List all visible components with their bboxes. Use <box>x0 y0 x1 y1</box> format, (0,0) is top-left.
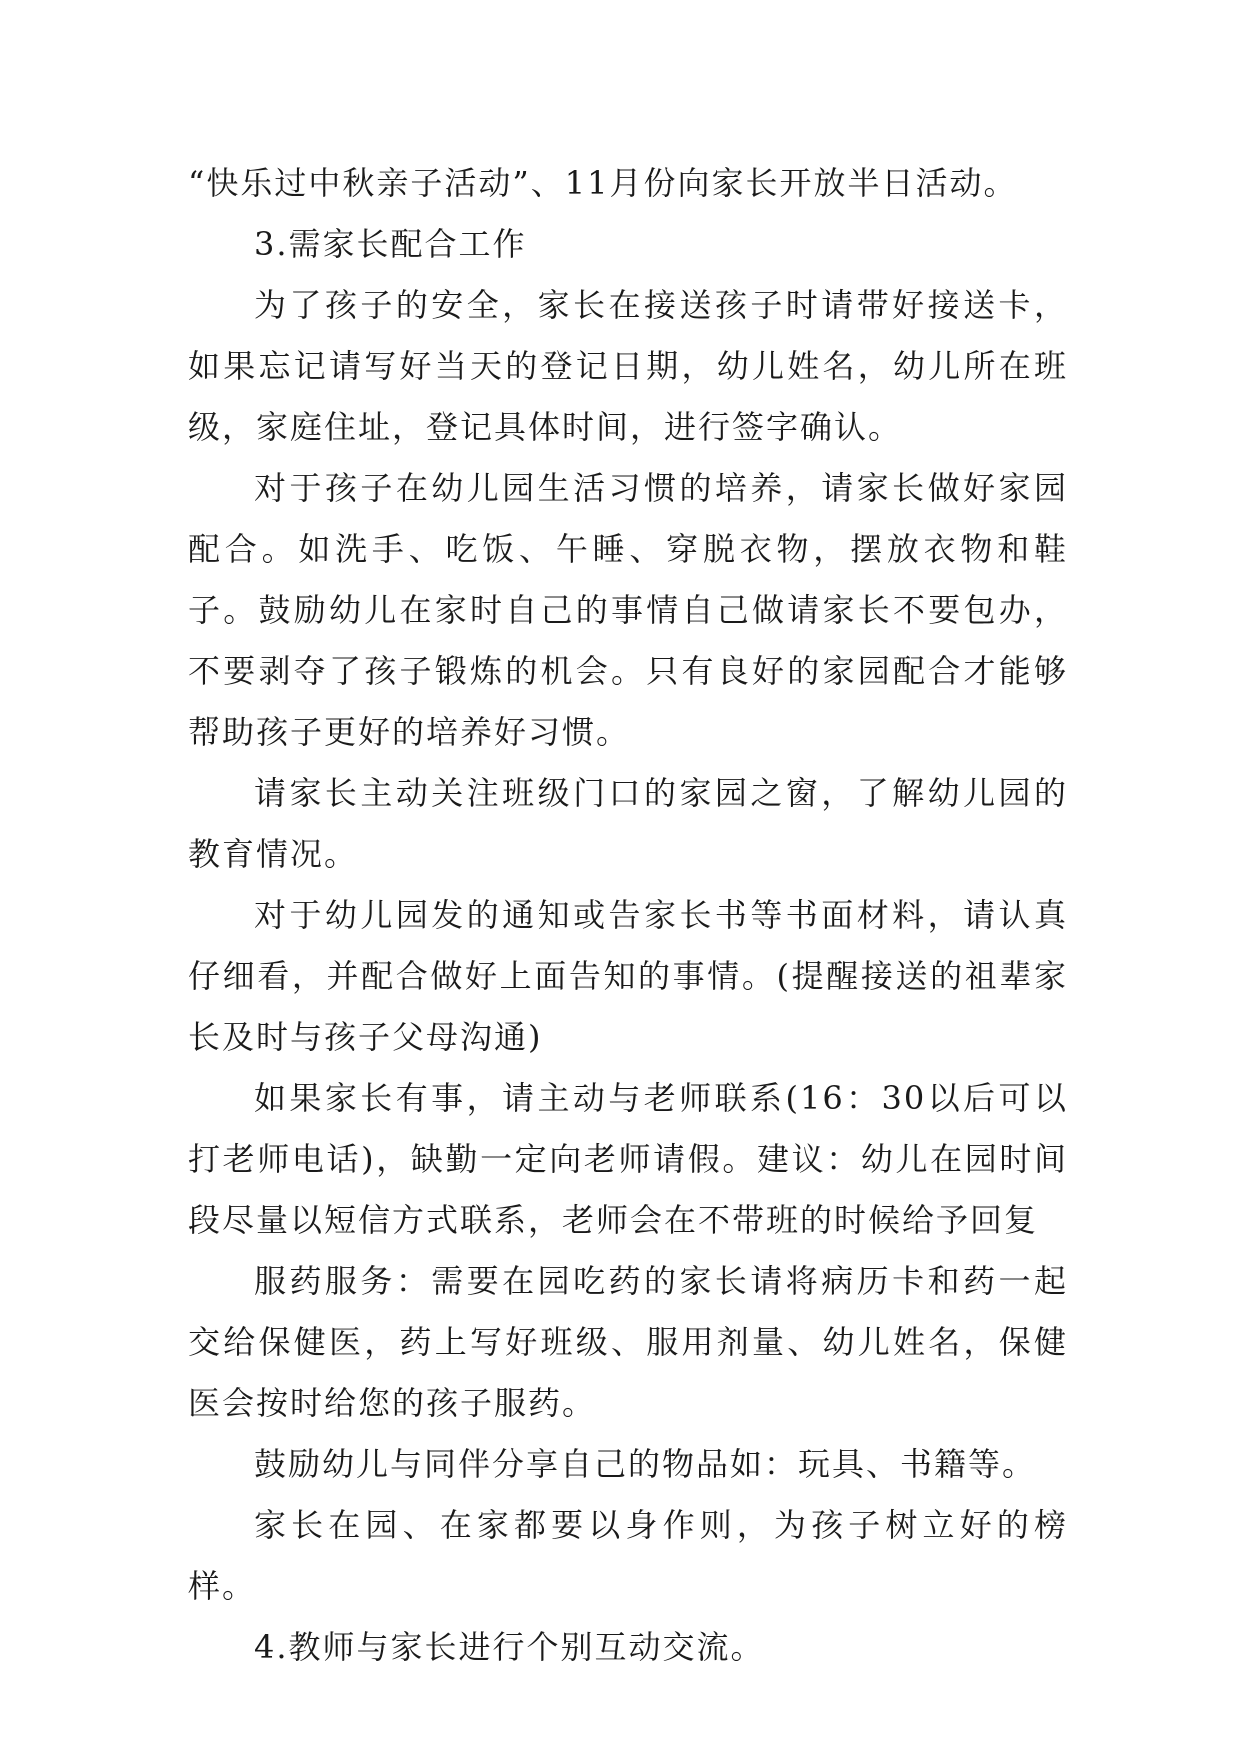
paragraph-medicine-service: 服药服务：需要在园吃药的家长请将病历卡和药一起交给保健医，药上写好班级、服用剂量、幼儿姓名，保健医会按时给您的孩子服药。 <box>188 1262 1068 1422</box>
paragraph-activities: “快乐过中秋亲子活动”、11月份向家长开放半日活动。 <box>188 164 1018 202</box>
document-body <box>188 153 1068 1678</box>
paragraph-contact-teacher: 如果家长有事，请主动与老师联系(16：30以后可以打老师电话)，缺勤一定向老师请假。建议：幼儿在园时间段尽量以短信方式联系，老师会在不带班的时候给予回复 <box>188 1079 1068 1239</box>
section-heading-individual-communication: 4.教师与家长进行个别互动交流。 <box>254 1628 765 1666</box>
paragraph-habits: 对于孩子在幼儿园生活习惯的培养，请家长做好家园配合。如洗手、吃饭、午睡、穿脱衣物，摆放衣物和鞋子。鼓励幼儿在家时自己的事情自己做请家长不要包办，不要剥夺了孩子锻炼的机会。只有良好的家园配合才能够帮助孩子更好的培养好习惯。 <box>188 469 1068 751</box>
paragraph-pickup-card: 为了孩子的安全，家长在接送孩子时请带好接送卡，如果忘记请写好当天的登记日期，幼儿姓名，幼儿所在班级，家庭住址，登记具体时间，进行签字确认。 <box>188 286 1068 446</box>
paragraph-home-school-window: 请家长主动关注班级门口的家园之窗，了解幼儿园的教育情况。 <box>188 774 1068 873</box>
section-heading-parent-cooperation: 3.需家长配合工作 <box>254 225 527 263</box>
paragraph-notices: 对于幼儿园发的通知或告家长书等书面材料，请认真仔细看，并配合做好上面告知的事情。(提醒接送的祖辈家长及时与孩子父母沟通) <box>188 896 1068 1056</box>
paragraph-sharing: 鼓励幼儿与同伴分享自己的物品如：玩具、书籍等。 <box>254 1445 1037 1483</box>
paragraph-role-model: 家长在园、在家都要以身作则，为孩子树立好的榜样。 <box>188 1506 1068 1605</box>
